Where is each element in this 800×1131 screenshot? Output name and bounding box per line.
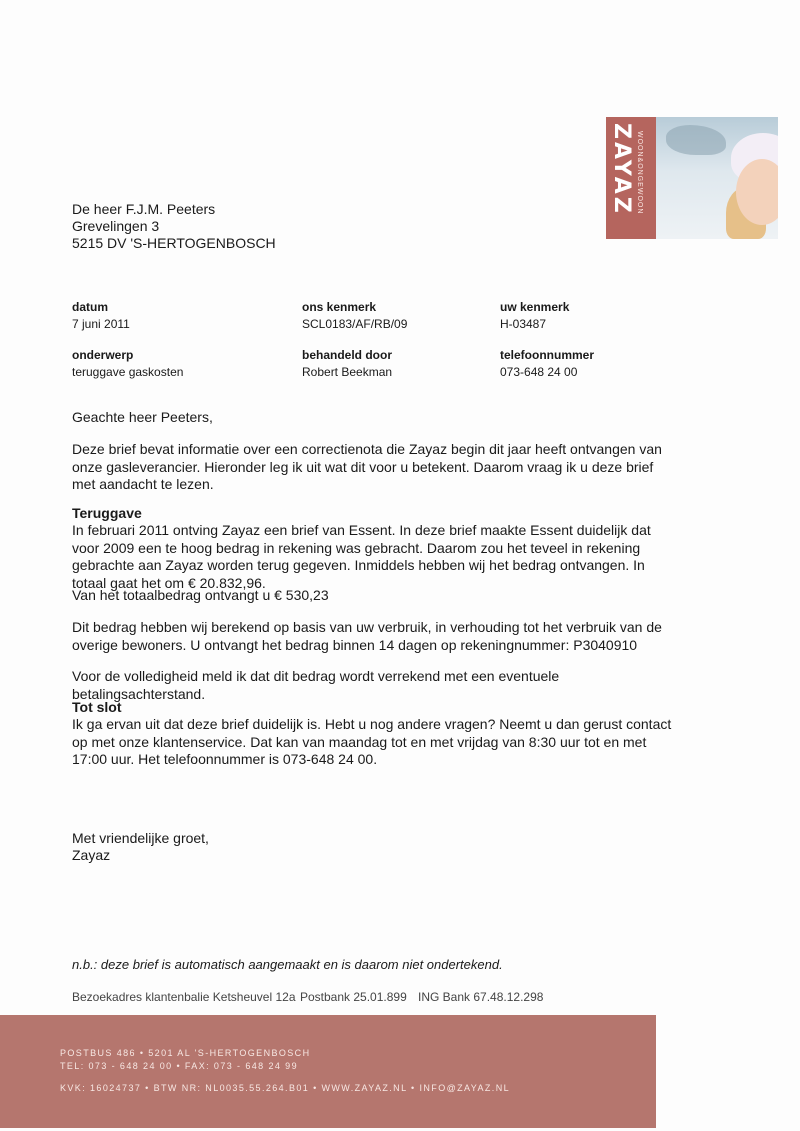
amount-line: Van het totaalbedrag ontvangt u € 530,23 bbox=[72, 587, 329, 603]
behandeld-door-label: behandeld door bbox=[302, 348, 392, 362]
recipient-address bbox=[72, 201, 276, 252]
datum-value: 7 juni 2011 bbox=[72, 317, 130, 331]
teruggave-paragraph: In februari 2011 ontving Zayaz een brief van Essent. In deze brief maakte Essent duidelijk dat voor 2009 een te hoog bedrag in rekening was gebracht. Daarom zou het teveel in rekening gebrachte aan Zayaz worden terug gegeven. Inmiddels hebben wij het bedrag ontvangen. In totaal gaat het om € 20.832,96. bbox=[72, 522, 651, 591]
completeness-paragraph: Voor de volledigheid meld ik dat dit bedrag wordt verrekend met een eventuele betalingsachterstand. bbox=[72, 668, 560, 702]
logo-brand-panel bbox=[606, 117, 656, 239]
heading-teruggave: Teruggave bbox=[72, 505, 142, 521]
auto-generated-note: n.b.: deze brief is automatisch aangemaakt en is daarom niet ondertekend. bbox=[72, 957, 503, 972]
postbank-account: Postbank 25.01.899 bbox=[300, 990, 407, 1004]
telefoonnummer-value: 073-648 24 00 bbox=[500, 365, 578, 379]
recipient-city: 5215 DV 'S-HERTOGENBOSCH bbox=[72, 235, 276, 251]
behandeld-door-value: Robert Beekman bbox=[302, 365, 393, 379]
salutation: Geachte heer Peeters, bbox=[72, 409, 213, 425]
uw-kenmerk-value: H-03487 bbox=[500, 317, 547, 331]
zayaz-logo bbox=[606, 117, 778, 239]
recipient-street: Grevelingen 3 bbox=[72, 218, 160, 234]
recipient-name: De heer F.J.M. Peeters bbox=[72, 201, 216, 217]
closing-greeting: Met vriendelijke groet, bbox=[72, 830, 209, 846]
signer-name: Zayaz bbox=[72, 847, 111, 863]
intro-paragraph: Deze brief bevat informatie over een correctienota die Zayaz begin dit jaar heeft ontvangen van onze gasleverancier. Hieronder leg ik uit wat dit voor u betekent. Daarom vraag ik u deze brief met aandacht te lezen. bbox=[72, 441, 662, 492]
calculation-paragraph: Dit bedrag hebben wij berekend op basis van uw verbruik, in verhouding tot het verbruik van de overige bewoners. U ontvangt het bedrag binnen 14 dagen op rekeningnummer: P3040910 bbox=[72, 619, 662, 653]
datum-label: datum bbox=[72, 300, 108, 314]
photo-background-tree bbox=[666, 125, 726, 155]
logo-tagline: WOON&ONGEWOON bbox=[636, 131, 643, 215]
logo-wordmark: ZAYAZ bbox=[609, 123, 634, 216]
ing-account: ING Bank 67.48.12.298 bbox=[418, 990, 544, 1004]
footer-postal-address: POSTBUS 486 • 5201 AL 'S-HERTOGENBOSCH bbox=[60, 1048, 311, 1058]
heading-tot-slot: Tot slot bbox=[72, 699, 122, 715]
footer-phone-fax: TEL: 073 - 648 24 00 • FAX: 073 - 648 24 99 bbox=[60, 1061, 298, 1071]
footer-registration: KVK: 16024737 • BTW NR: NL0035.55.264.B01 • WWW.ZAYAZ.NL • INFO@ZAYAZ.NL bbox=[60, 1083, 511, 1093]
onderwerp-value: teruggave gaskosten bbox=[72, 365, 184, 379]
visit-address: Bezoekadres klantenbalie Ketsheuvel 12a bbox=[72, 990, 296, 1004]
logo-photo-child bbox=[656, 117, 778, 239]
uw-kenmerk-label: uw kenmerk bbox=[500, 300, 570, 314]
telefoonnummer-label: telefoonnummer bbox=[500, 348, 595, 362]
footer-band bbox=[0, 1015, 656, 1128]
ons-kenmerk-label: ons kenmerk bbox=[302, 300, 377, 314]
ons-kenmerk-value: SCL0183/AF/RB/09 bbox=[302, 317, 408, 331]
tot-slot-paragraph: Ik ga ervan uit dat deze brief duidelijk is. Hebt u nog andere vragen? Neemt u dan gerust contact op met onze klantenservice. Dat kan van maandag tot en met vrijdag van 8:30 uur tot en met 17:00 uur. Het telefoonnummer is 073-648 24 00. bbox=[72, 716, 672, 767]
onderwerp-label: onderwerp bbox=[72, 348, 134, 362]
